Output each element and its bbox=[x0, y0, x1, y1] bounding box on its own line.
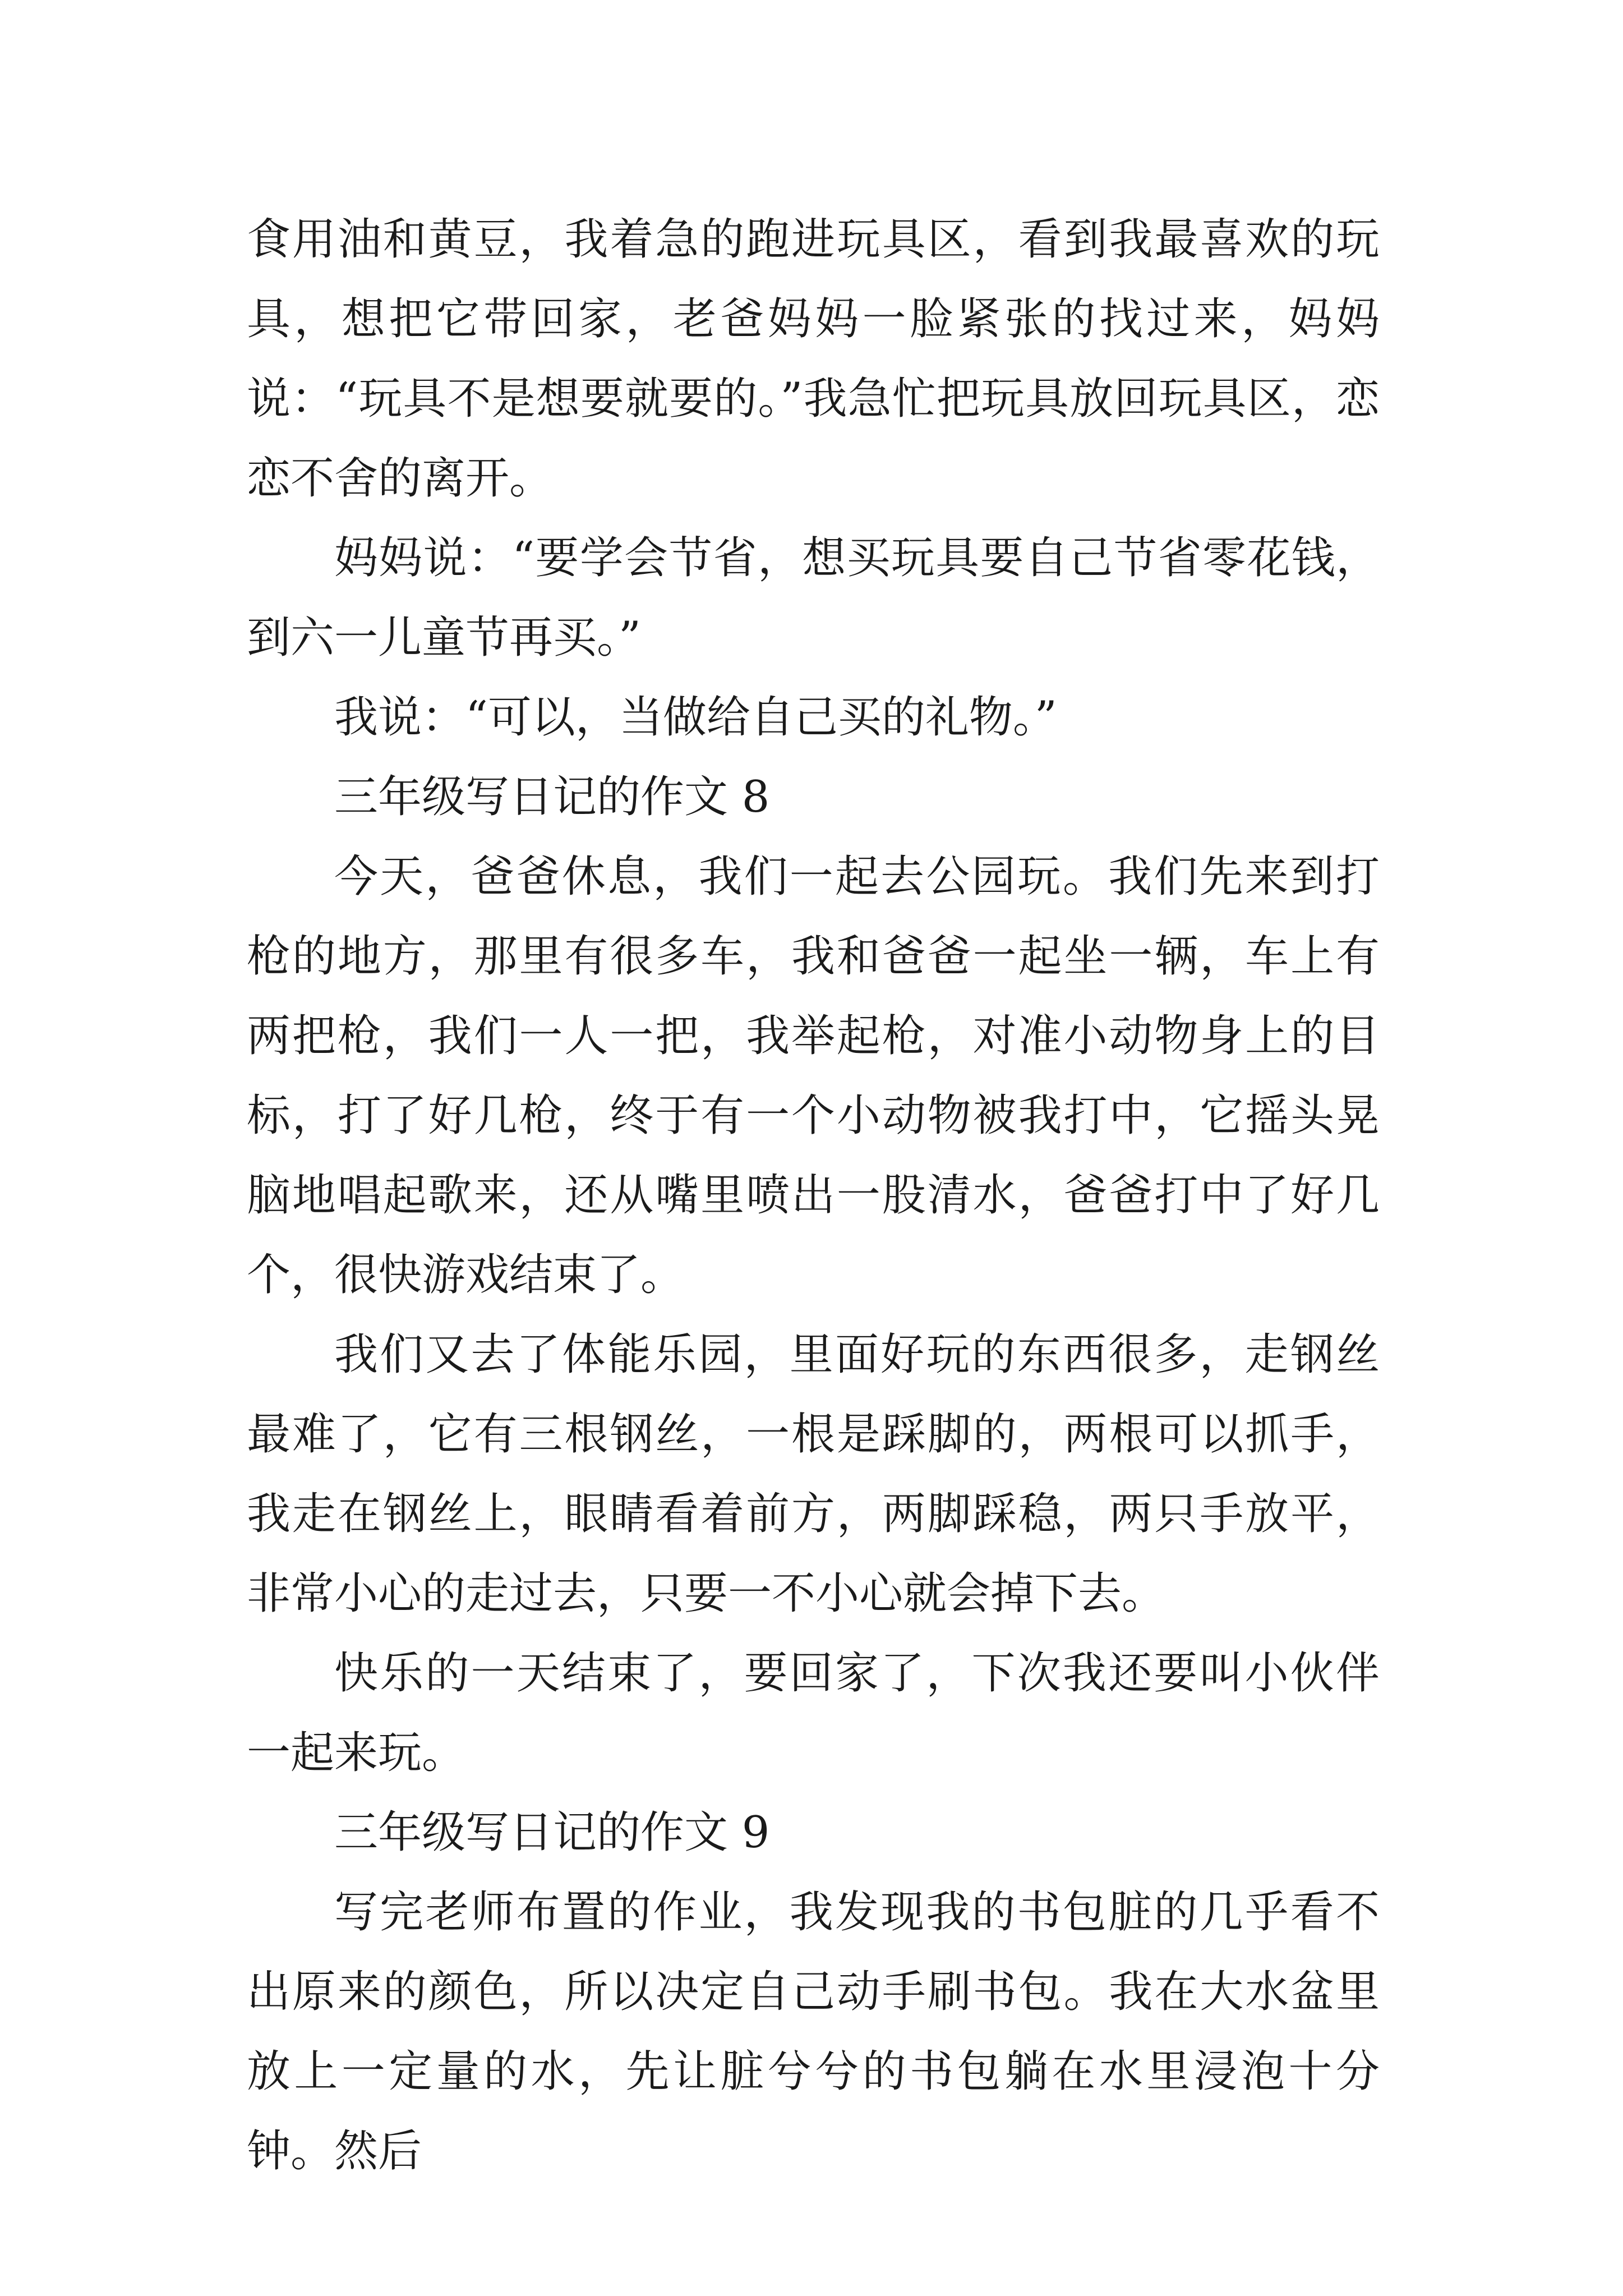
paragraph-mother-says: 妈妈说：“要学会节省，想买玩具要自己节省零花钱，到六一儿童节再买。” bbox=[247, 533, 1380, 663]
paragraph-fitness-park: 我们又去了体能乐园，里面好玩的东西很多，走钢丝最难了，它有三根钢丝，一根是踩脚的，两根可以抓手，我走在钢丝上，眼睛看着前方，两脚踩稳，两只手放平，非常小心的走过去，只要一不小心就会掉下去。 bbox=[247, 1329, 1380, 1619]
section-heading-8: 三年级写日记的作文 8 bbox=[334, 772, 770, 822]
paragraph-happy-day: 快乐的一天结束了，要回家了，下次我还要叫小伙伴一起来玩。 bbox=[247, 1648, 1380, 1778]
paragraph-school-bag: 写完老师布置的作业，我发现我的书包脏的几乎看不出原来的颜色，所以决定自己动手刷书包。我在大水盆里放上一定量的水，先让脏兮兮的书包躺在水里浸泡十分钟。然后 bbox=[247, 1887, 1380, 2177]
section-heading-9: 三年级写日记的作文 9 bbox=[334, 1807, 770, 1858]
document-body bbox=[247, 200, 1380, 2191]
paragraph-i-say: 我说：“可以，当做给自己买的礼物。” bbox=[334, 692, 1057, 743]
paragraph-continuation: 食用油和黄豆，我着急的跑进玩具区，看到我最喜欢的玩具，想把它带回家，老爸妈妈一脸紧张的找过来，妈妈说：“玩具不是想要就要的。”我急忙把玩具放回玩具区，恋恋不舍的离开。 bbox=[247, 214, 1380, 504]
paragraph-park: 今天，爸爸休息，我们一起去公园玩。我们先来到打枪的地方，那里有很多车，我和爸爸一起坐一辆，车上有两把枪，我们一人一把，我举起枪，对准小动物身上的目标，打了好几枪，终于有一个小动物被我打中，它摇头晃脑地唱起歌来，还从嘴里喷出一股清水，爸爸打中了好几个，很快游戏结束了。 bbox=[247, 852, 1380, 1300]
